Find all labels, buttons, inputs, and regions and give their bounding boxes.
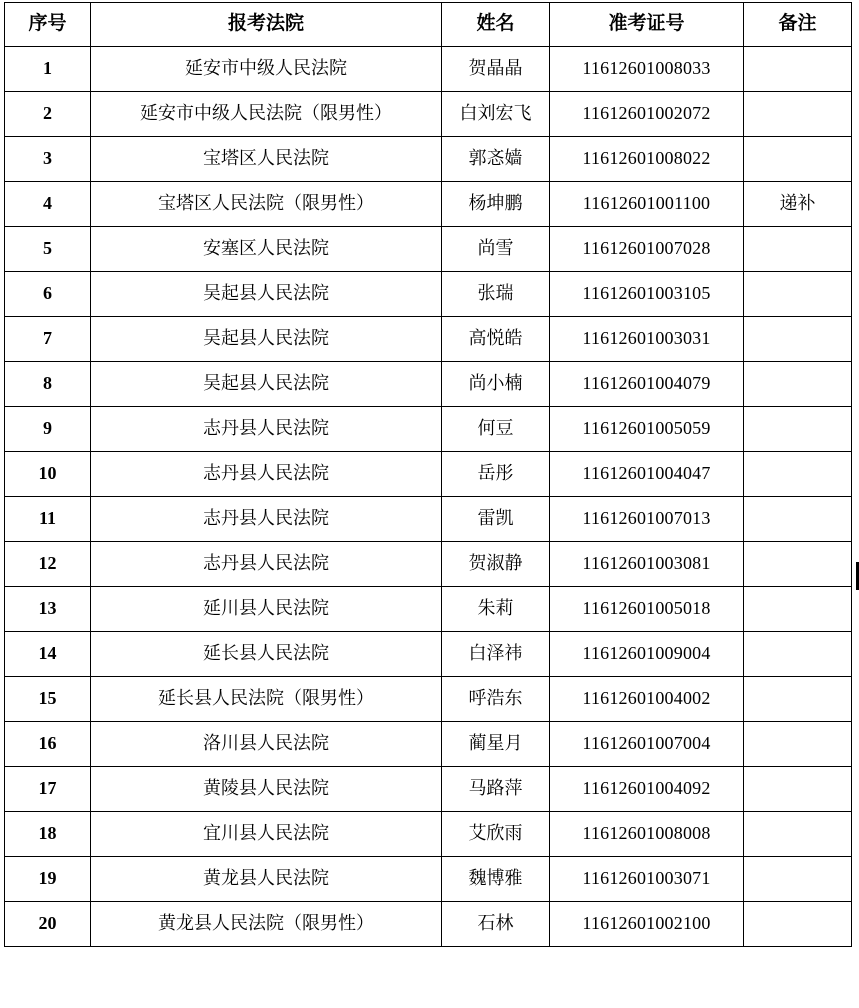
cell-name: 岳彤 — [442, 452, 550, 497]
cell-index: 4 — [5, 182, 91, 227]
cell-note — [744, 92, 852, 137]
cell-note: 递补 — [744, 182, 852, 227]
cell-court: 安塞区人民法院 — [91, 227, 442, 272]
cell-name: 朱莉 — [442, 587, 550, 632]
cell-index: 9 — [5, 407, 91, 452]
table-row — [5, 92, 852, 137]
column-header-court: 报考法院 — [91, 3, 442, 47]
table-row — [5, 272, 852, 317]
cell-ticket: 11612601009004 — [550, 632, 744, 677]
cell-ticket: 11612601002072 — [550, 92, 744, 137]
table-row — [5, 542, 852, 587]
cell-ticket: 11612601003071 — [550, 857, 744, 902]
table-row — [5, 362, 852, 407]
cell-court: 志丹县人民法院 — [91, 497, 442, 542]
cell-ticket: 11612601004002 — [550, 677, 744, 722]
table-header-row — [5, 3, 852, 47]
cell-name: 张瑞 — [442, 272, 550, 317]
cell-name: 白刘宏飞 — [442, 92, 550, 137]
cell-name: 雷凯 — [442, 497, 550, 542]
cell-ticket: 11612601001100 — [550, 182, 744, 227]
cell-ticket: 11612601003081 — [550, 542, 744, 587]
cell-court: 志丹县人民法院 — [91, 407, 442, 452]
table-row — [5, 857, 852, 902]
table-row — [5, 452, 852, 497]
cell-note — [744, 677, 852, 722]
cell-name: 何豆 — [442, 407, 550, 452]
cell-index: 16 — [5, 722, 91, 767]
cell-index: 13 — [5, 587, 91, 632]
cell-index: 19 — [5, 857, 91, 902]
cell-name: 呼浩东 — [442, 677, 550, 722]
table-row — [5, 47, 852, 92]
cell-ticket: 11612601008022 — [550, 137, 744, 182]
table-row — [5, 182, 852, 227]
cell-note — [744, 272, 852, 317]
cell-index: 6 — [5, 272, 91, 317]
cell-index: 7 — [5, 317, 91, 362]
cell-court: 延长县人民法院 — [91, 632, 442, 677]
cell-name: 马路萍 — [442, 767, 550, 812]
cell-court: 宜川县人民法院 — [91, 812, 442, 857]
table-row — [5, 317, 852, 362]
cell-note — [744, 407, 852, 452]
cell-ticket: 11612601003105 — [550, 272, 744, 317]
cell-note — [744, 587, 852, 632]
cell-court: 黄陵县人民法院 — [91, 767, 442, 812]
cell-court: 吴起县人民法院 — [91, 272, 442, 317]
cell-court: 宝塔区人民法院（限男性） — [91, 182, 442, 227]
table-row — [5, 812, 852, 857]
cell-ticket: 11612601007028 — [550, 227, 744, 272]
cell-court: 延川县人民法院 — [91, 587, 442, 632]
cell-index: 10 — [5, 452, 91, 497]
table-row — [5, 722, 852, 767]
cell-name: 尚小楠 — [442, 362, 550, 407]
cell-name: 魏博雅 — [442, 857, 550, 902]
cell-court: 志丹县人民法院 — [91, 542, 442, 587]
cell-ticket: 11612601002100 — [550, 902, 744, 947]
column-header-ticket: 准考证号 — [550, 3, 744, 47]
cell-note — [744, 452, 852, 497]
cell-name: 杨坤鹏 — [442, 182, 550, 227]
cell-name: 贺淑静 — [442, 542, 550, 587]
cell-note — [744, 902, 852, 947]
cell-index: 1 — [5, 47, 91, 92]
cell-court: 延安市中级人民法院 — [91, 47, 442, 92]
cell-name: 尚雪 — [442, 227, 550, 272]
cell-name: 郭忞嫱 — [442, 137, 550, 182]
cell-note — [744, 227, 852, 272]
cell-ticket: 11612601004079 — [550, 362, 744, 407]
table-row — [5, 902, 852, 947]
table-row — [5, 767, 852, 812]
cell-name: 高悦皓 — [442, 317, 550, 362]
table-row — [5, 227, 852, 272]
cell-note — [744, 317, 852, 362]
cell-note — [744, 362, 852, 407]
cell-note — [744, 722, 852, 767]
cell-court: 吴起县人民法院 — [91, 317, 442, 362]
cell-ticket: 11612601005059 — [550, 407, 744, 452]
cell-ticket: 11612601004092 — [550, 767, 744, 812]
cell-index: 2 — [5, 92, 91, 137]
cell-index: 14 — [5, 632, 91, 677]
cell-note — [744, 812, 852, 857]
cell-index: 3 — [5, 137, 91, 182]
cell-court: 黄龙县人民法院 — [91, 857, 442, 902]
table-row — [5, 137, 852, 182]
cell-ticket: 11612601004047 — [550, 452, 744, 497]
cell-name: 蔺星月 — [442, 722, 550, 767]
table-row — [5, 632, 852, 677]
column-header-note: 备注 — [744, 3, 852, 47]
column-header-index: 序号 — [5, 3, 91, 47]
cell-ticket: 11612601008033 — [550, 47, 744, 92]
cell-name: 白泽祎 — [442, 632, 550, 677]
cell-note — [744, 767, 852, 812]
cell-court: 志丹县人民法院 — [91, 452, 442, 497]
table-row — [5, 677, 852, 722]
cell-index: 17 — [5, 767, 91, 812]
document-page — [0, 2, 859, 1008]
column-header-name: 姓名 — [442, 3, 550, 47]
cell-index: 11 — [5, 497, 91, 542]
cell-ticket: 11612601003031 — [550, 317, 744, 362]
table-row — [5, 587, 852, 632]
cell-note — [744, 137, 852, 182]
table-body — [5, 47, 852, 947]
cell-court: 延安市中级人民法院（限男性） — [91, 92, 442, 137]
cell-ticket: 11612601007004 — [550, 722, 744, 767]
cell-court: 延长县人民法院（限男性） — [91, 677, 442, 722]
cell-name: 艾欣雨 — [442, 812, 550, 857]
candidate-roster-table — [4, 2, 852, 947]
cell-note — [744, 47, 852, 92]
cell-index: 5 — [5, 227, 91, 272]
table-row — [5, 407, 852, 452]
cell-name: 石林 — [442, 902, 550, 947]
cell-index: 20 — [5, 902, 91, 947]
table-row — [5, 497, 852, 542]
table-header — [5, 3, 852, 47]
cell-note — [744, 857, 852, 902]
cell-index: 8 — [5, 362, 91, 407]
cell-ticket: 11612601008008 — [550, 812, 744, 857]
cell-name: 贺晶晶 — [442, 47, 550, 92]
cell-note — [744, 632, 852, 677]
cell-index: 12 — [5, 542, 91, 587]
cell-note — [744, 497, 852, 542]
cell-note — [744, 542, 852, 587]
cell-ticket: 11612601005018 — [550, 587, 744, 632]
cell-court: 黄龙县人民法院（限男性） — [91, 902, 442, 947]
cell-ticket: 11612601007013 — [550, 497, 744, 542]
cell-index: 15 — [5, 677, 91, 722]
cell-index: 18 — [5, 812, 91, 857]
cell-court: 宝塔区人民法院 — [91, 137, 442, 182]
cell-court: 吴起县人民法院 — [91, 362, 442, 407]
cell-court: 洛川县人民法院 — [91, 722, 442, 767]
